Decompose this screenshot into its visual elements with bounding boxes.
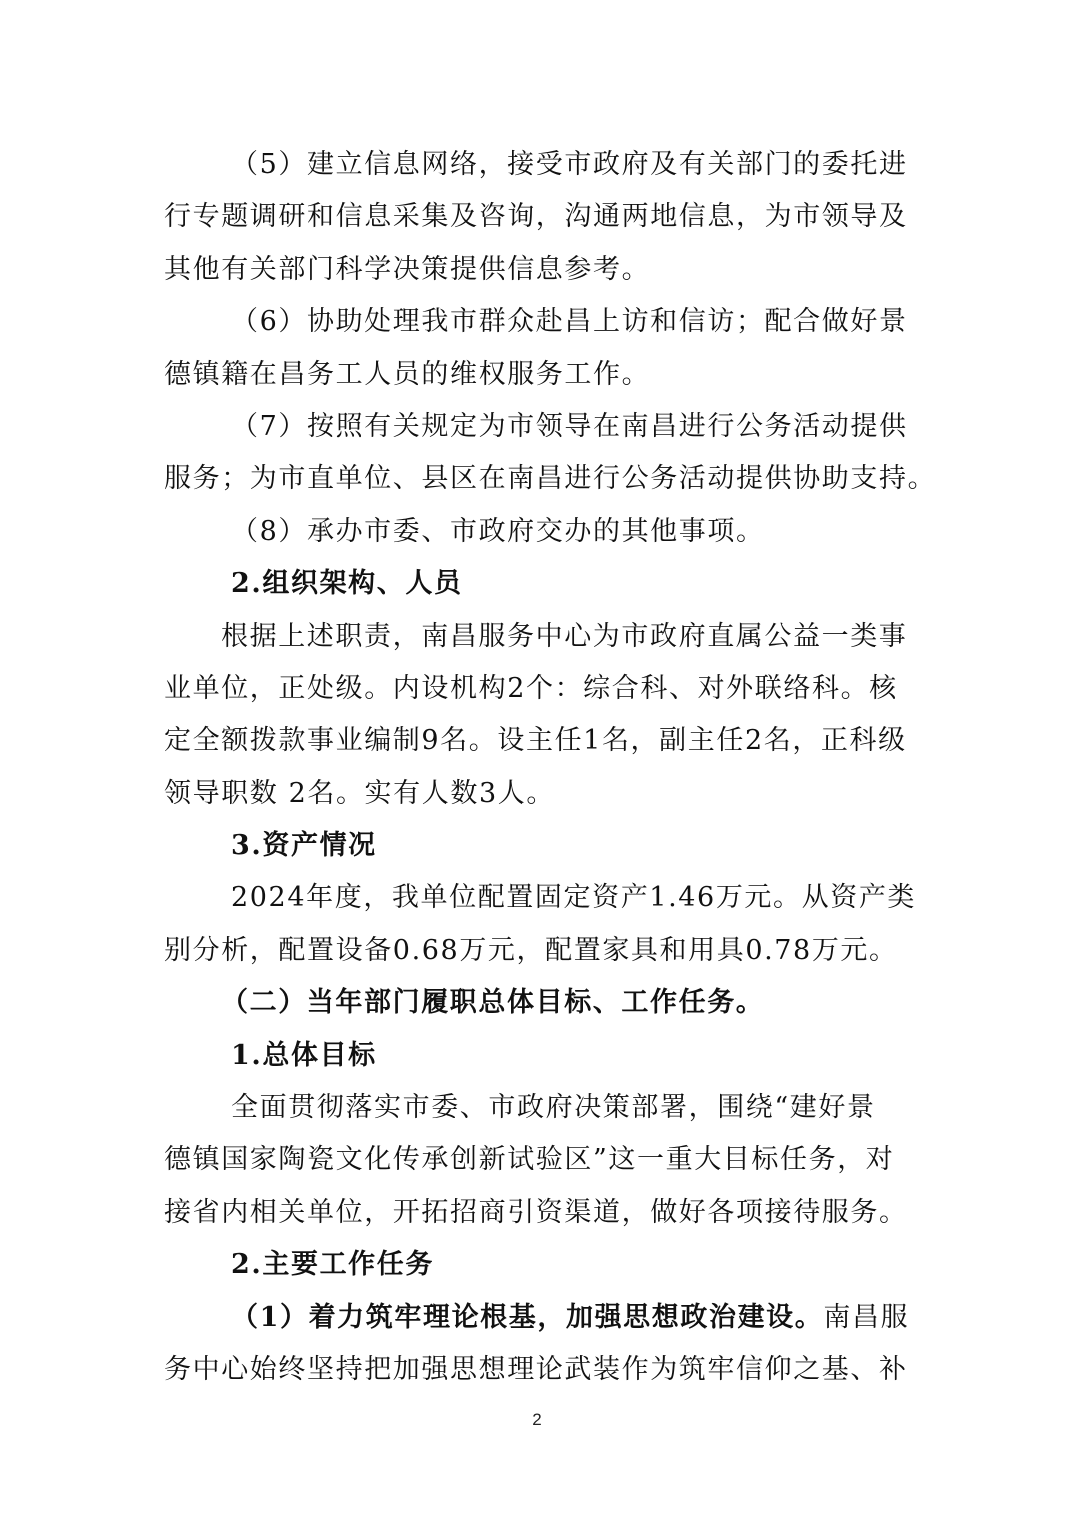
goal-line-3: 接省内相关单位，开拓招商引资渠道，做好各项接待服务。	[164, 1196, 908, 1228]
paragraph-5-line-1: （5）建立信息网络，接受市政府及有关部门的委托进	[231, 149, 908, 180]
assets-line-2: 别分析，配置设备0.68万元，配置家具和用具0.78万元。	[164, 934, 898, 966]
heading-main-tasks: 2.主要工作任务	[231, 1249, 434, 1281]
goal-line-1: 全面贯彻落实市委、市政府决策部署，围绕“建好景	[231, 1092, 876, 1124]
paragraph-5-line-3: 其他有关部门科学决策提供信息参考。	[164, 253, 651, 285]
paragraph-7-line-2: 服务；为市直单位、县区在南昌进行公务活动提供协助支持。	[164, 463, 937, 495]
heading-overall-goal: 1.总体目标	[231, 1039, 377, 1071]
task-1-lead: （1）着力筑牢理论根基，加强思想政治建设。	[231, 1301, 824, 1333]
assets-line-1: 2024年度，我单位配置固定资产1.46万元。从资产类	[231, 882, 917, 914]
organization-line-3: 定全额拨款事业编制9名。设主任1名，副主任2名，正科级	[164, 725, 907, 757]
paragraph-6-line-1: （6）协助处理我市群众赴昌上访和信访；配合做好景	[231, 306, 908, 338]
page-number: 2	[532, 1410, 542, 1429]
task-1-line-2: 务中心始终坚持把加强思想理论武装作为筑牢信仰之基、补	[164, 1353, 908, 1385]
paragraph-7-line-1: （7）按照有关规定为市领导在南昌进行公务活动提供	[231, 410, 908, 442]
paragraph-8-line-1: （8）承办市委、市政府交办的其他事项。	[231, 515, 765, 547]
organization-line-1: 根据上述职责，南昌服务中心为市政府直属公益一类事	[221, 620, 908, 652]
document-body	[164, 139, 937, 1396]
task-1-line-1	[164, 1292, 924, 1344]
paragraph-5-line-2: 行专题调研和信息采集及咨询，沟通两地信息，为市领导及	[164, 201, 908, 233]
heading-organization: 2.组织架构、人员	[231, 568, 463, 600]
paragraph-6-line-2: 德镇籍在昌务工人员的维权服务工作。	[164, 358, 651, 390]
goal-line-2: 德镇国家陶瓷文化传承创新试验区”这一重大目标任务，对	[164, 1144, 895, 1176]
organization-line-4: 领导职数 2名。实有人数3人。	[164, 777, 555, 809]
heading-section-2: （二）当年部门履职总体目标、工作任务。	[221, 987, 765, 1019]
heading-assets: 3.资产情况	[231, 830, 377, 862]
organization-line-2: 业单位，正处级。内设机构2个：综合科、对外联络科。核	[164, 672, 898, 704]
task-1-lead-rest: 南昌服	[823, 1301, 910, 1333]
